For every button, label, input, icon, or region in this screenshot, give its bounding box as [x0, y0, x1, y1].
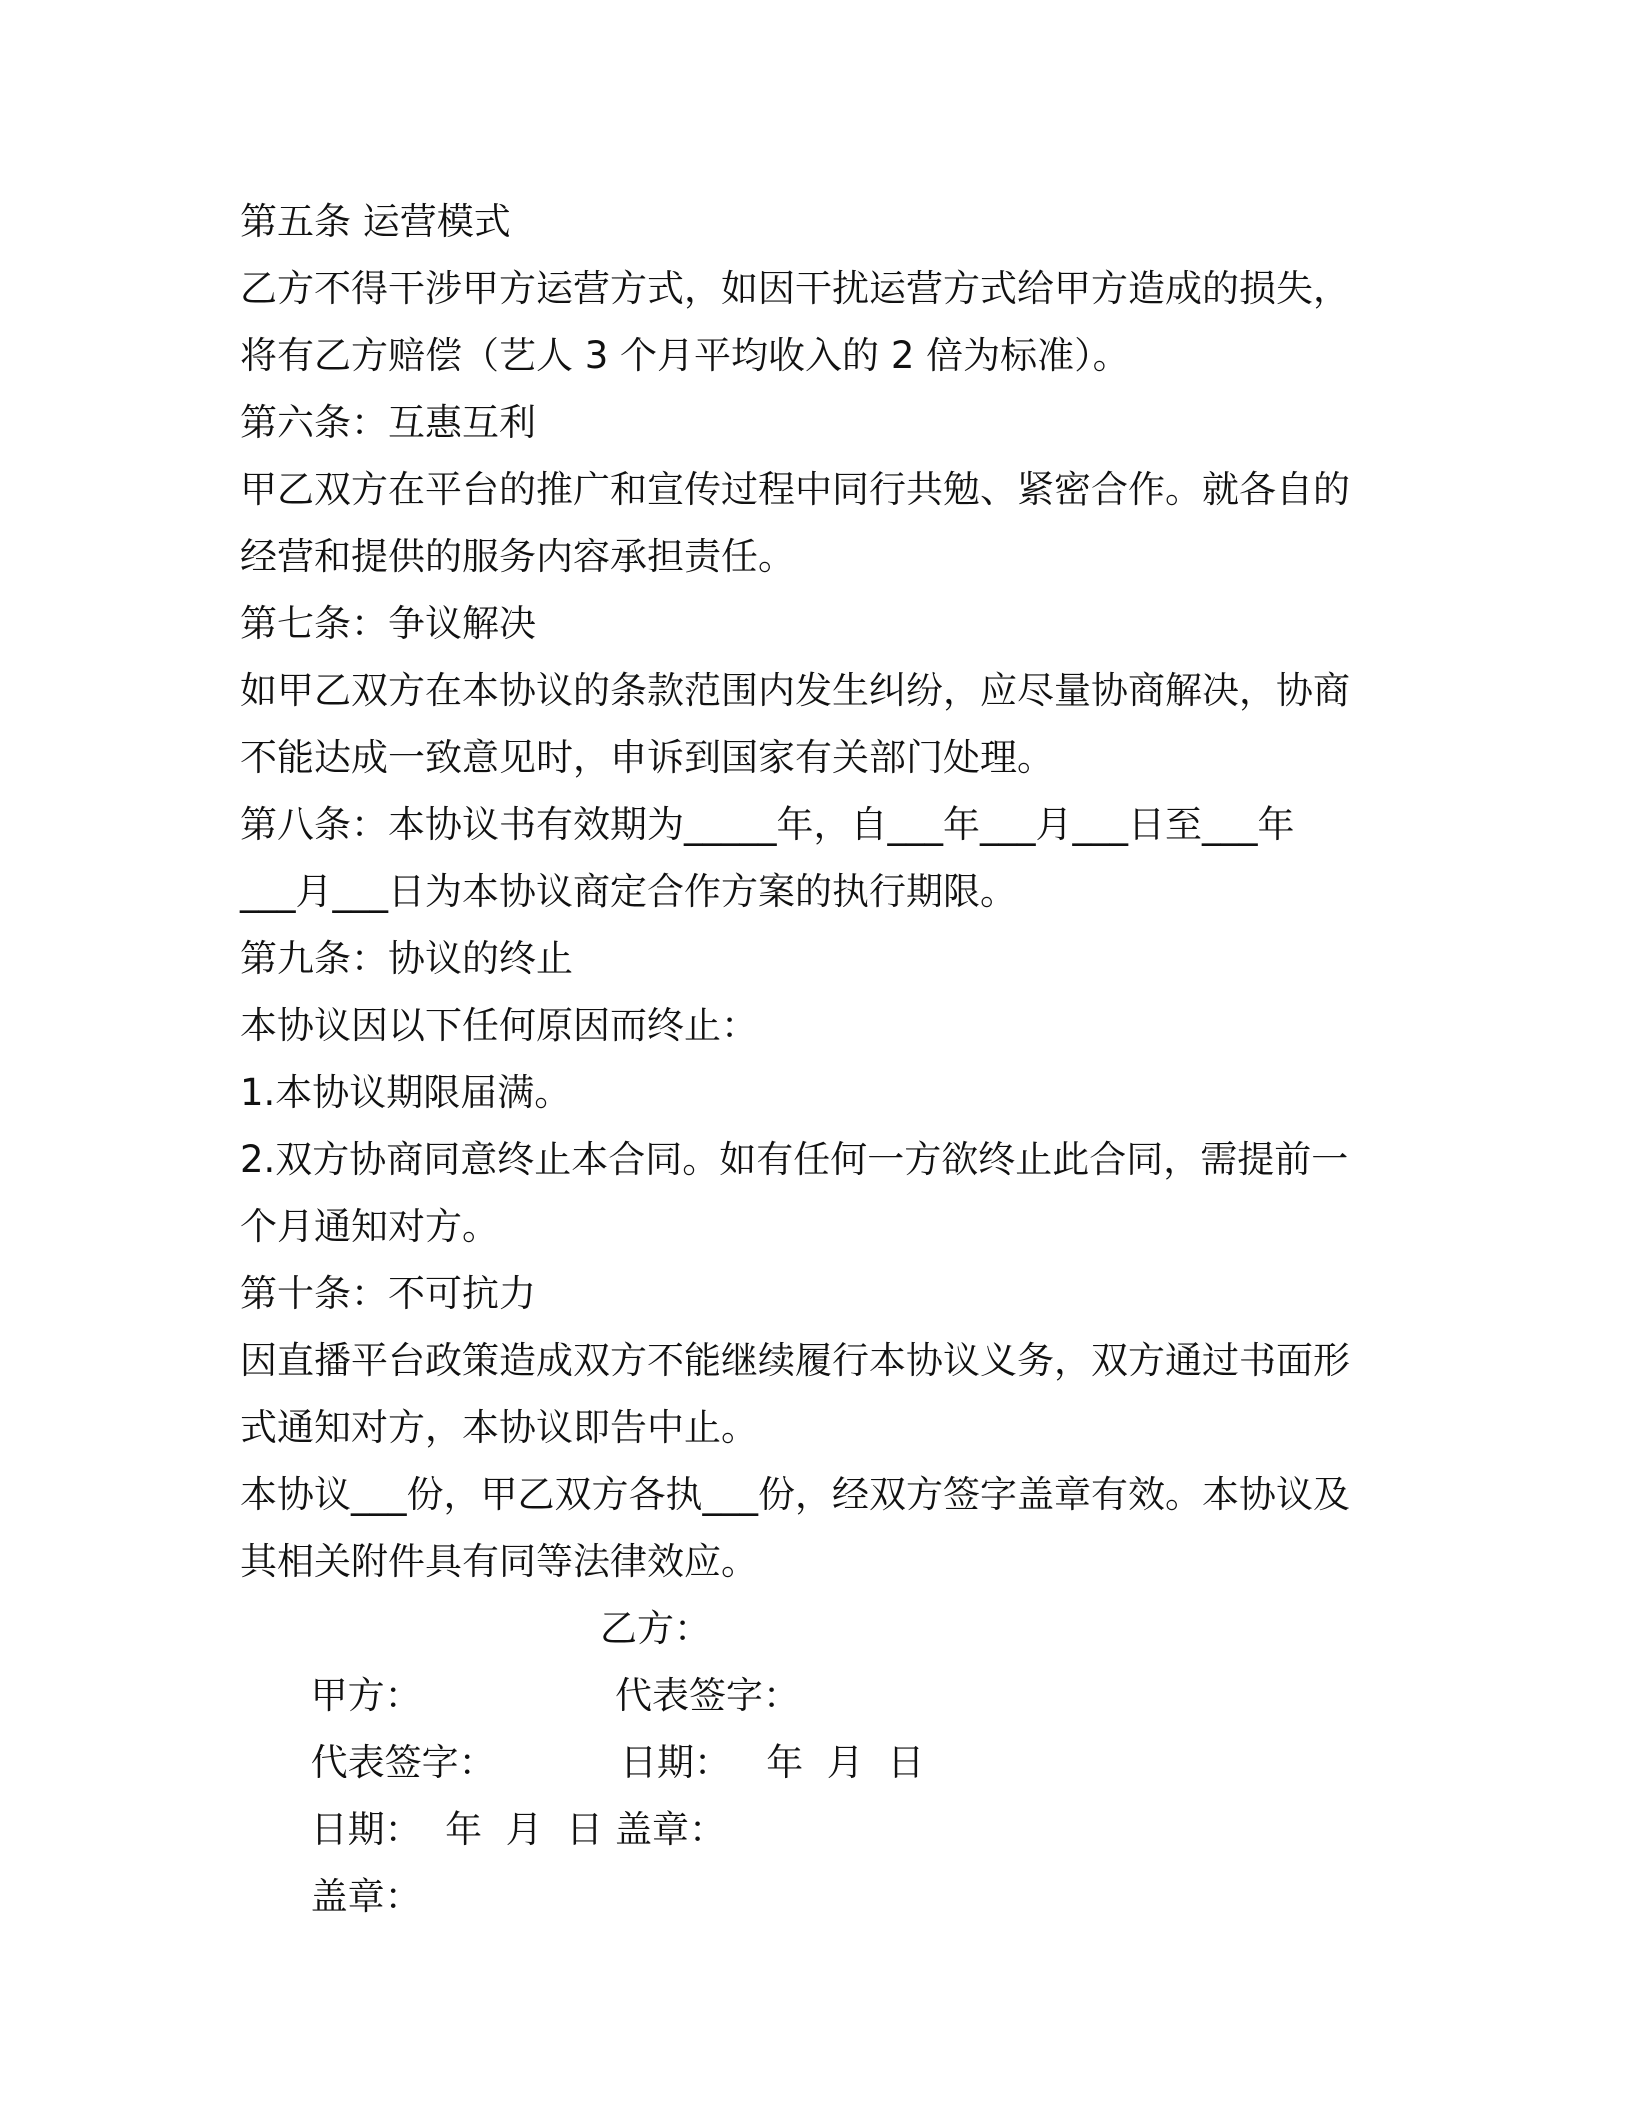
copies-text-line-1: 本协议___份，甲乙双方各执___份，经双方签字盖章有效。本协议及 [240, 1473, 1350, 1516]
clause-9-item-2-line-1: 2.双方协商同意终止本合同。如有任何一方欲终止此合同，需提前一 [240, 1138, 1349, 1181]
clause-10-text-line-1: 因直播平台政策造成双方不能继续履行本协议义务，双方通过书面形 [240, 1339, 1350, 1382]
copies-text-line-2: 其相关附件具有同等法律效应。 [240, 1540, 758, 1583]
party-a-label: 甲方： [310, 1674, 422, 1717]
clause-6-text-line-2: 经营和提供的服务内容承担责任。 [240, 535, 795, 578]
clause-5-text-line-2: 将有乙方赔偿（艺人 3 个月平均收入的 2 倍为标准）。 [240, 334, 1130, 377]
clause-7-text-line-1: 如甲乙双方在本协议的条款范围内发生纠纷，应尽量协商解决，协商 [240, 669, 1350, 712]
clause-9-text-line-1: 本协议因以下任何原因而终止： [240, 1004, 758, 1047]
party-b-representative-label: 代表签字： [615, 1674, 800, 1717]
signature-row-seal [240, 1796, 1390, 1918]
clause-6-heading: 第六条：互惠互利 [240, 401, 536, 444]
party-b-label: 乙方： [600, 1607, 711, 1650]
party-a-date-label: 日期： 年 月 日 [310, 1808, 604, 1851]
clause-9-item-2-line-2: 个月通知对方。 [240, 1205, 499, 1248]
party-b-date-label: 日期： 年 月 日 [620, 1741, 925, 1784]
clause-7-heading: 第七条：争议解决 [240, 602, 536, 645]
clause-10-text-line-2: 式通知对方，本协议即告中止。 [240, 1406, 758, 1449]
clause-9-heading: 第九条：协议的终止 [240, 937, 573, 980]
party-a-representative-label: 代表签字： [310, 1741, 496, 1784]
clause-10-heading: 第十条：不可抗力 [240, 1272, 536, 1315]
agreement-body [240, 188, 1390, 1918]
party-b-seal-label: 盖章： [615, 1808, 726, 1851]
clause-8-text-line-1: 第八条：本协议书有效期为_____年，自___年___月___日至___年 [240, 803, 1295, 846]
clause-7-text-line-2: 不能达成一致意见时，申诉到国家有关部门处理。 [240, 736, 1054, 779]
clause-8-text-line-2: ___月___日为本协议商定合作方案的执行期限。 [240, 870, 1017, 913]
clause-6-text-line-1: 甲乙双方在平台的推广和宣传过程中同行共勉、紧密合作。就各自的 [240, 468, 1350, 511]
clause-5-heading: 第五条 运营模式 [240, 200, 511, 243]
clause-5-text-line-1: 乙方不得干涉甲方运营方式，如因干扰运营方式给甲方造成的损失， [240, 267, 1350, 310]
party-a-seal-label: 盖章： [310, 1875, 422, 1918]
clause-9-item-1: 1.本协议期限届满。 [240, 1071, 572, 1114]
